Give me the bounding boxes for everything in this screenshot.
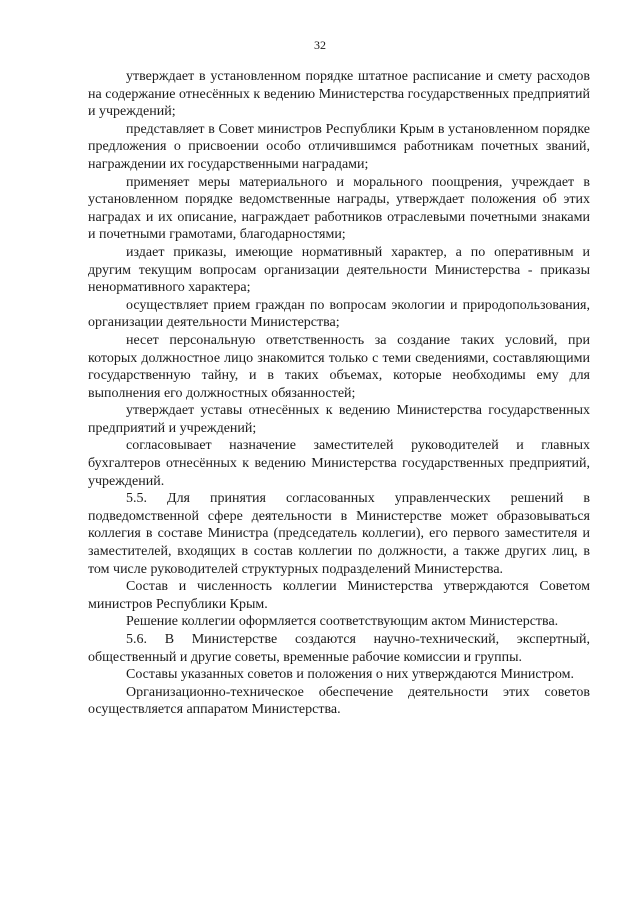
paragraph-citizen-reception: осуществляет прием граждан по вопросам экологии и природопользования, организации деятельности Министерства; <box>88 297 590 331</box>
paragraph-board-composition: Состав и численность коллегии Министерства утверждаются Советом министров Республики Крым. <box>88 579 590 612</box>
paragraph-councils-support: Организационно-техническое обеспечение деятельности этих советов осуществляется аппаратом Министерства. <box>88 684 590 718</box>
page-number: 32 <box>314 38 326 52</box>
paragraph-councils-approval: Составы указанных советов и положения о них утверждаются Министром. <box>126 667 575 683</box>
paragraph-charters: утверждает уставы отнесённых к ведению Министерства государственных предприятий и учреждений; <box>88 403 590 436</box>
document-body <box>88 68 590 719</box>
paragraph-section-5-5: 5.5. Для принятия согласованных управленческих решений в подведомственной сфере деятельности в Министерстве может образовываться коллегия в составе Министра (председатель коллегии), его первого заместителя и заместителей, входящих в состав коллегии по должности, а также других лиц, в том числе руководителей структурных подразделений Министерства. <box>88 491 590 577</box>
paragraph-staff-schedule: утверждает в установленном порядке штатное расписание и смету расходов на содержание отнесённых к ведению Министерства государственных предприятий и учреждений; <box>88 69 590 120</box>
paragraph-state-secret: несет персональную ответственность за создание таких условий, при которых должностное лицо знакомится только с теми сведениями, составляющими государственную тайну, и в таких объемах, которые необходимы ему для выполнения его должностных обязанностей; <box>88 332 590 401</box>
paragraph-deputies-approval: согласовывает назначение заместителей руководителей и главных бухгалтеров отнесённых к ведению Министерства государственных предприятий, учреждений. <box>88 438 590 489</box>
paragraph-section-5-6: 5.6. В Министерстве создаются научно-технический, экспертный, общественный и другие советы, временные рабочие комиссии и группы. <box>88 632 590 665</box>
paragraph-board-decision: Решение коллегии оформляется соответствующим актом Министерства. <box>126 614 559 630</box>
paragraph-incentives: применяет меры материального и морального поощрения, учреждает в установленном порядке ведомственные награды, утверждает положения об этих наградах и их описание, награждает работников отраслевыми почетными знаками и почетными грамотами, благодарностями; <box>88 174 590 243</box>
paragraph-orders: издает приказы, имеющие нормативный характер, а по оперативным и другим текущим вопросам организации деятельности Министерства - приказы ненормативного характера; <box>88 244 590 296</box>
paragraph-honorary-titles: представляет в Совет министров Республики Крым в установленном порядке предложения о присвоении особо отличившимся работникам почетных званий, награждении их государственными наградами; <box>88 121 590 172</box>
